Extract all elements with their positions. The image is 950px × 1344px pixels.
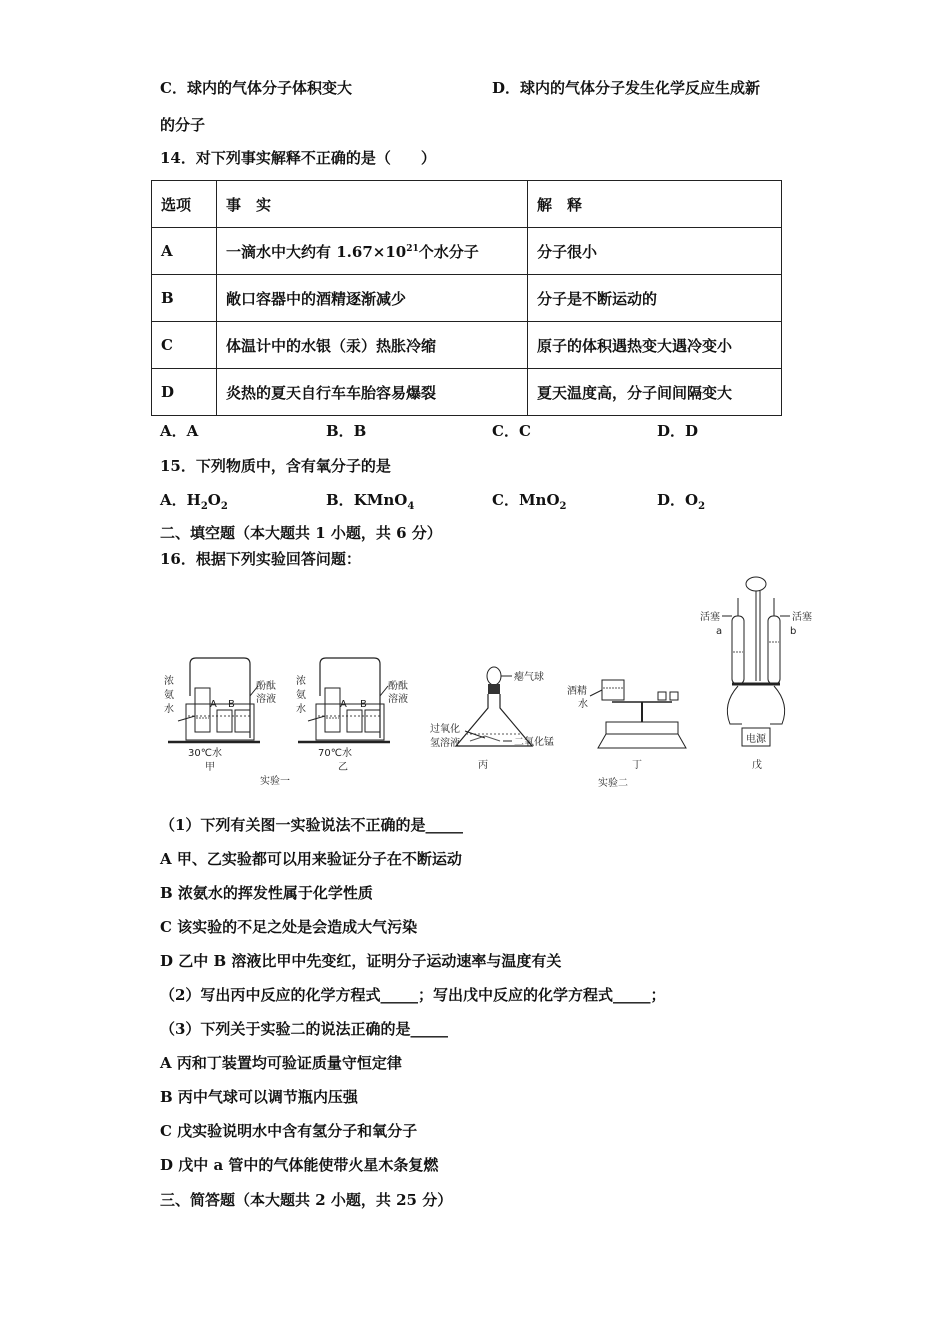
q15-option-a: A．$H_2O_2$ [160,491,228,512]
q16-sub3: （3）下列关于实验二的说法正确的是_____ [160,1020,448,1038]
table-row [152,322,782,369]
row-key: A [152,228,217,275]
q15-question: 15．下列物质中，含有氧分子的是 [160,457,391,475]
section-3-heading: 三、简答题（本大题共 2 小题，共 25 分） [160,1191,453,1209]
q15-option-d: D．$O_2$ [657,491,706,512]
q16-sub1: （1）下列有关图一实验说法不正确的是_____ [160,816,463,834]
yi-water-label: 70℃水 [318,748,352,759]
wu-valve-right: 活塞 [792,612,812,623]
apparatus-wu [722,577,790,746]
bing-h2o2-2: 氢溶液 [430,738,460,749]
jia-phenol-2: 溶液 [256,694,276,705]
ding-alcohol-2: 水 [578,699,588,710]
q16-sub2: （2）写出丙中反应的化学方程式_____；写出戊中反应的化学方程式_____； [160,986,666,1004]
row-fact: 一滴水中大约有 $1.67\times 10^{21}$个水分子 [217,228,528,275]
q14-option-c: C．C [492,422,531,440]
jia-label-a: A [210,699,217,710]
q13-option-d-continued: 的分子 [160,116,206,134]
wu-tube-a: a [716,626,723,637]
table-header-row [152,181,782,228]
q14-option-b: B．B [326,422,367,440]
ding-name: 丁 [632,760,642,771]
q16-question: 16．根据下列实验回答问题： [160,550,361,568]
row-fact: 敞口容器中的酒精逐渐减少 [217,275,528,322]
table-row [152,228,782,275]
apparatus-ding [590,680,686,748]
yi-ammonia-3: 水 [296,704,306,715]
jia-ammonia-1: 浓 [164,676,174,687]
q16-sub3-option-d: D 戊中 a 管中的气体能使带火星木条复燃 [160,1156,439,1174]
row-explain: 分子是不断运动的 [528,275,782,322]
jia-phenol-1: 酚酞 [256,681,276,692]
header-fact: 事 实 [217,181,528,228]
yi-phenol-1: 酚酞 [388,681,408,692]
yi-phenol-2: 溶液 [388,694,408,705]
q16-sub1-option-d: D 乙中 B 溶液比甲中先变红，证明分子运动速率与温度有关 [160,952,562,970]
q13-option-d: D．球内的气体分子发生化学反应生成新 [492,79,761,97]
jia-ammonia-2: 氨 [164,690,174,701]
q14-question: 14．对下列事实解释不正确的是（ ） [160,149,436,167]
yi-ammonia-2: 氨 [296,690,306,701]
jia-name: 甲 [205,762,215,773]
row-key: B [152,275,217,322]
q15-option-b: B．KMnO$_4$ [326,491,415,512]
header-explain: 解 释 [528,181,782,228]
experiment-2-label: 实验二 [598,778,628,789]
row-fact: 体温计中的水银（汞）热胀冷缩 [217,322,528,369]
row-explain: 夏天温度高，分子间间隔变大 [528,369,782,416]
row-fact: 炎热的夏天自行车车胎容易爆裂 [217,369,528,416]
q14-option-d: D．D [657,422,699,440]
q14-option-a: A．A [160,422,199,440]
yi-label-a: A [340,699,347,710]
q16-sub1-option-b: B 浓氨水的挥发性属于化学性质 [160,884,373,902]
experiment-figure [150,576,840,794]
q16-sub1-option-a: A 甲、乙实验都可以用来验证分子在不断运动 [160,850,462,868]
bing-h2o2-1: 过氧化 [430,724,460,735]
experiment-1-label: 实验一 [260,776,290,787]
yi-label-b: B [360,699,367,710]
ding-alcohol-1: 酒精 [567,686,587,697]
jia-ammonia-3: 水 [164,704,174,715]
wu-tube-b: b [790,626,797,637]
table-row [152,275,782,322]
q16-sub3-option-c: C 戊实验说明水中含有氢分子和氧分子 [160,1122,418,1140]
wu-power-label: 电源 [746,734,766,745]
wu-valve-left: 活塞 [700,612,720,623]
q13-option-c: C．球内的气体分子体积变大 [160,79,352,97]
q16-sub3-option-a: A 丙和丁装置均可验证质量守恒定律 [160,1054,402,1072]
bing-mno2-label: 二氧化锰 [514,737,554,748]
jia-label-b: B [228,699,235,710]
yi-name: 乙 [338,762,348,773]
yi-ammonia-1: 浓 [296,676,306,687]
q14-table [151,180,782,416]
q16-sub3-option-b: B 丙中气球可以调节瓶内压强 [160,1088,358,1106]
wu-name: 戊 [752,760,762,771]
table-row [152,369,782,416]
row-explain: 分子很小 [528,228,782,275]
row-key: D [152,369,217,416]
bing-balloon-label: 瘪气球 [514,672,544,683]
section-2-heading: 二、填空题（本大题共 1 小题，共 6 分） [160,524,442,542]
jia-water-label: 30℃水 [188,748,222,759]
row-explain: 原子的体积遇热变大遇冷变小 [528,322,782,369]
bing-name: 丙 [478,760,488,771]
row-key: C [152,322,217,369]
q16-sub1-option-c: C 该实验的不足之处是会造成大气污染 [160,918,418,936]
header-option: 选项 [152,181,217,228]
q15-option-c: C．MnO$_2$ [492,491,567,512]
